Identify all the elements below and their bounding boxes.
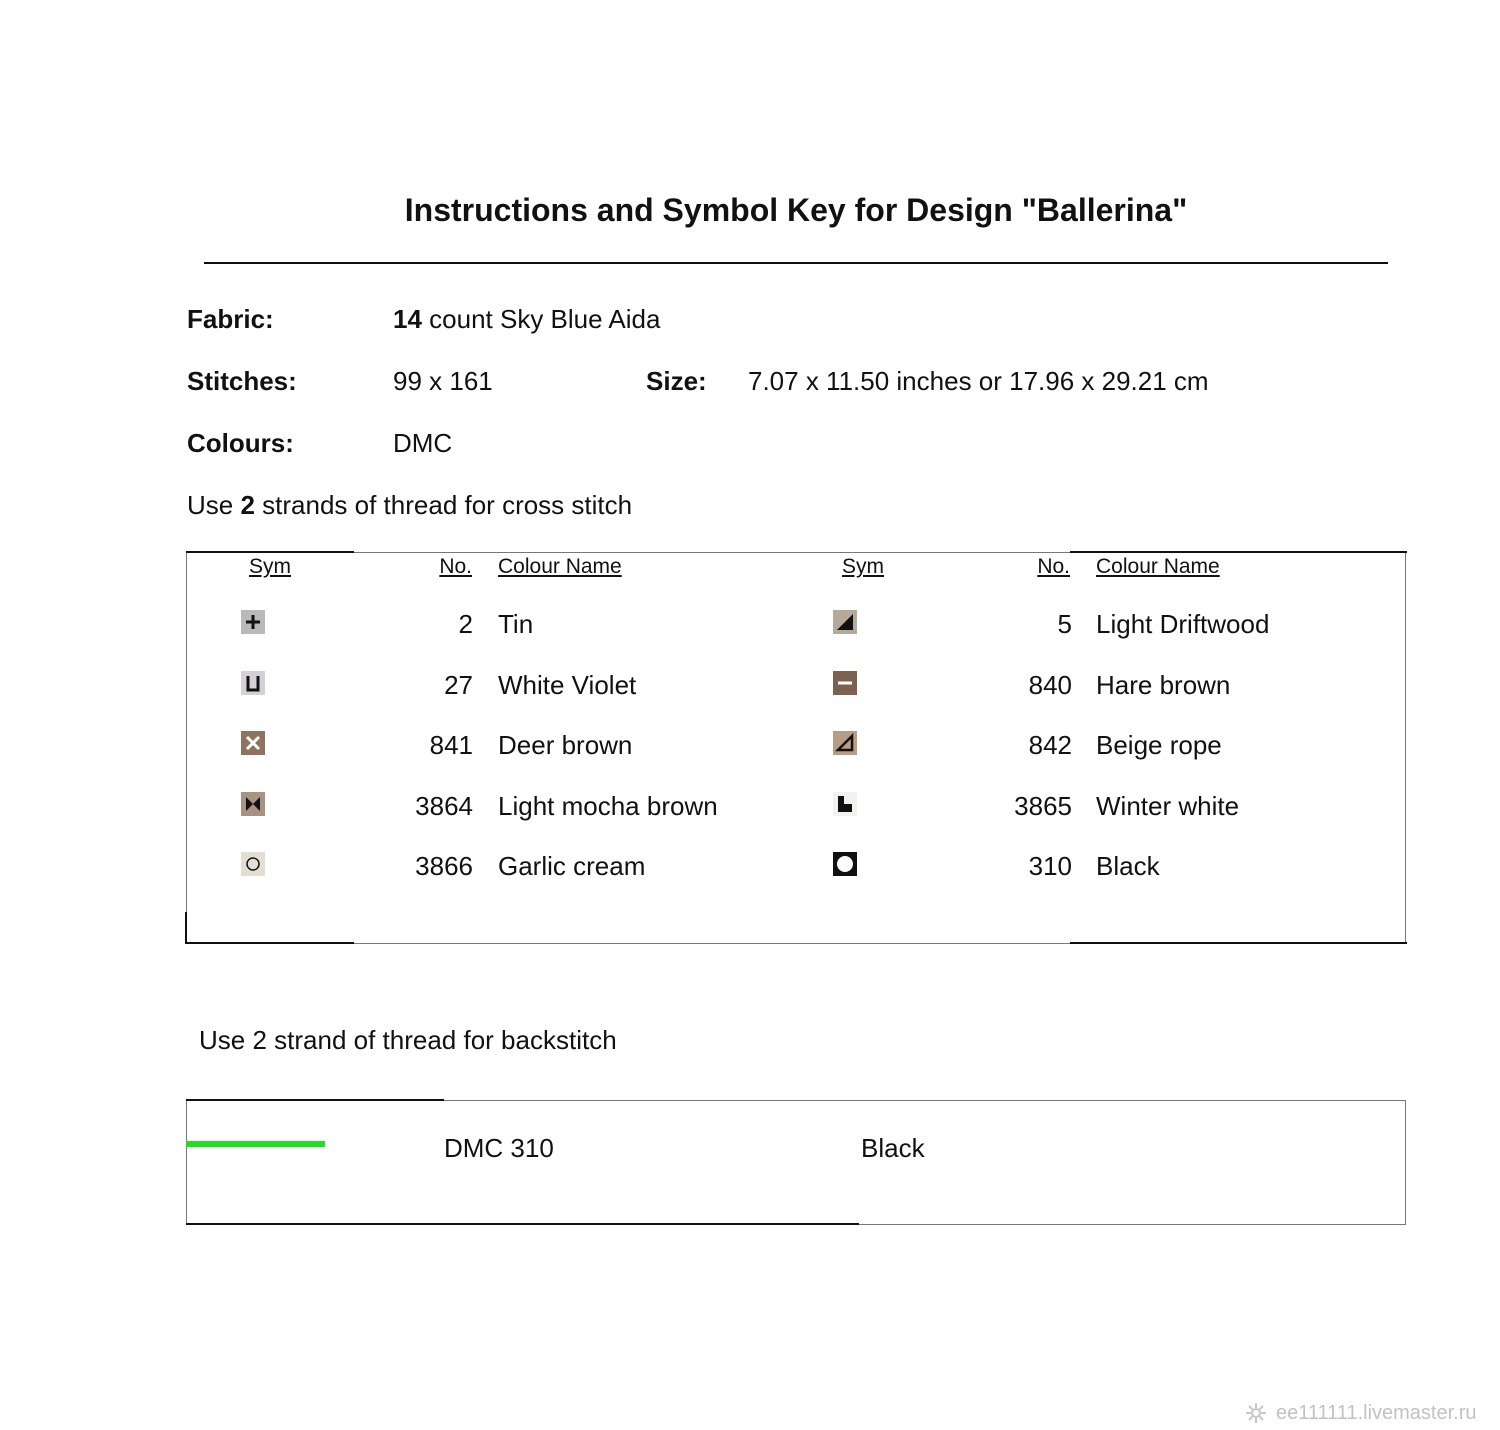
fabric-value bbox=[393, 304, 660, 335]
size-value: 7.07 x 11.50 inches or 17.96 x 29.21 cm bbox=[748, 366, 1209, 396]
colour-name-left: Light mocha brown bbox=[498, 791, 718, 821]
colour-number-left: 841 bbox=[429, 730, 473, 760]
colour-number-left: 3864 bbox=[415, 791, 473, 821]
colour-number-left: 27 bbox=[444, 670, 473, 700]
circle-symbol-icon bbox=[241, 852, 265, 876]
table-border-accent bbox=[185, 912, 187, 944]
cross-stitch-note-prefix: Use bbox=[187, 490, 241, 520]
table-border-accent bbox=[1070, 942, 1407, 944]
table-border-accent bbox=[186, 942, 354, 944]
table-border-accent bbox=[186, 551, 354, 553]
size-label: Size: bbox=[646, 366, 707, 396]
colour-name-right: Light Driftwood bbox=[1096, 609, 1270, 639]
minus-symbol-icon bbox=[833, 671, 857, 695]
colour-name-left: Garlic cream bbox=[498, 851, 646, 881]
colour-name-right: Beige rope bbox=[1096, 730, 1222, 760]
cup-symbol-icon bbox=[241, 671, 265, 695]
backstitch-table bbox=[186, 1100, 1406, 1225]
colour-number-left: 2 bbox=[458, 609, 473, 639]
header-sym-right: Sym bbox=[842, 555, 884, 578]
backstitch-colour-name: Black bbox=[861, 1133, 925, 1163]
triangle-symbol-icon bbox=[833, 610, 857, 634]
backstitch-code: DMC 310 bbox=[444, 1133, 554, 1163]
corner-symbol-icon bbox=[833, 792, 857, 816]
disc-symbol-icon bbox=[833, 852, 857, 876]
header-no-right: No. bbox=[1037, 555, 1070, 578]
colour-name-left: Tin bbox=[498, 609, 534, 639]
colour-name-left: White Violet bbox=[498, 670, 637, 700]
colour-number-right: 310 bbox=[1028, 851, 1072, 881]
backstitch-line-swatch bbox=[186, 1141, 325, 1147]
header-colour-name-left: Colour Name bbox=[498, 555, 622, 578]
colours-label: Colours: bbox=[187, 428, 294, 458]
header-no-left: No. bbox=[439, 555, 472, 578]
fabric-description: count Sky Blue Aida bbox=[421, 304, 661, 334]
watermark-text: ee111111.livemaster.ru bbox=[1276, 1402, 1477, 1424]
table-border-accent bbox=[1070, 551, 1407, 553]
cross-stitch-note bbox=[187, 490, 632, 521]
fabric-label: Fabric: bbox=[187, 304, 274, 334]
stitches-label: Stitches: bbox=[187, 366, 297, 396]
colour-number-left: 3866 bbox=[415, 851, 473, 881]
colour-name-right: Winter white bbox=[1096, 791, 1240, 821]
header-colour-name-right: Colour Name bbox=[1096, 555, 1220, 578]
cross-symbol-icon bbox=[241, 731, 265, 755]
bowtie-symbol-icon bbox=[241, 792, 265, 816]
colours-value: DMC bbox=[393, 428, 453, 458]
colour-number-right: 840 bbox=[1028, 670, 1072, 700]
outline-triangle-symbol-icon bbox=[833, 731, 857, 755]
header-sym-left: Sym bbox=[249, 555, 291, 578]
cross-stitch-strands: 2 bbox=[240, 490, 255, 520]
table-border-accent bbox=[186, 1223, 859, 1225]
colour-name-left: Deer brown bbox=[498, 730, 633, 760]
colour-number-right: 842 bbox=[1028, 730, 1072, 760]
watermark-logo-icon bbox=[1244, 1401, 1268, 1430]
page-title: Instructions and Symbol Key for Design "Ballerina" bbox=[404, 192, 1188, 228]
stitches-value: 99 x 161 bbox=[393, 366, 493, 396]
colour-name-right: Hare brown bbox=[1096, 670, 1231, 700]
colour-name-right: Black bbox=[1096, 851, 1160, 881]
colour-number-right: 5 bbox=[1057, 609, 1072, 639]
table-border-accent bbox=[186, 1099, 444, 1101]
cross-stitch-note-suffix: strands of thread for cross stitch bbox=[254, 490, 633, 520]
plus-symbol-icon bbox=[241, 610, 265, 634]
fabric-count: 14 bbox=[393, 304, 422, 334]
title-divider bbox=[204, 262, 1388, 264]
colour-number-right: 3865 bbox=[1014, 791, 1072, 821]
backstitch-note: Use 2 strand of thread for backstitch bbox=[199, 1025, 617, 1055]
